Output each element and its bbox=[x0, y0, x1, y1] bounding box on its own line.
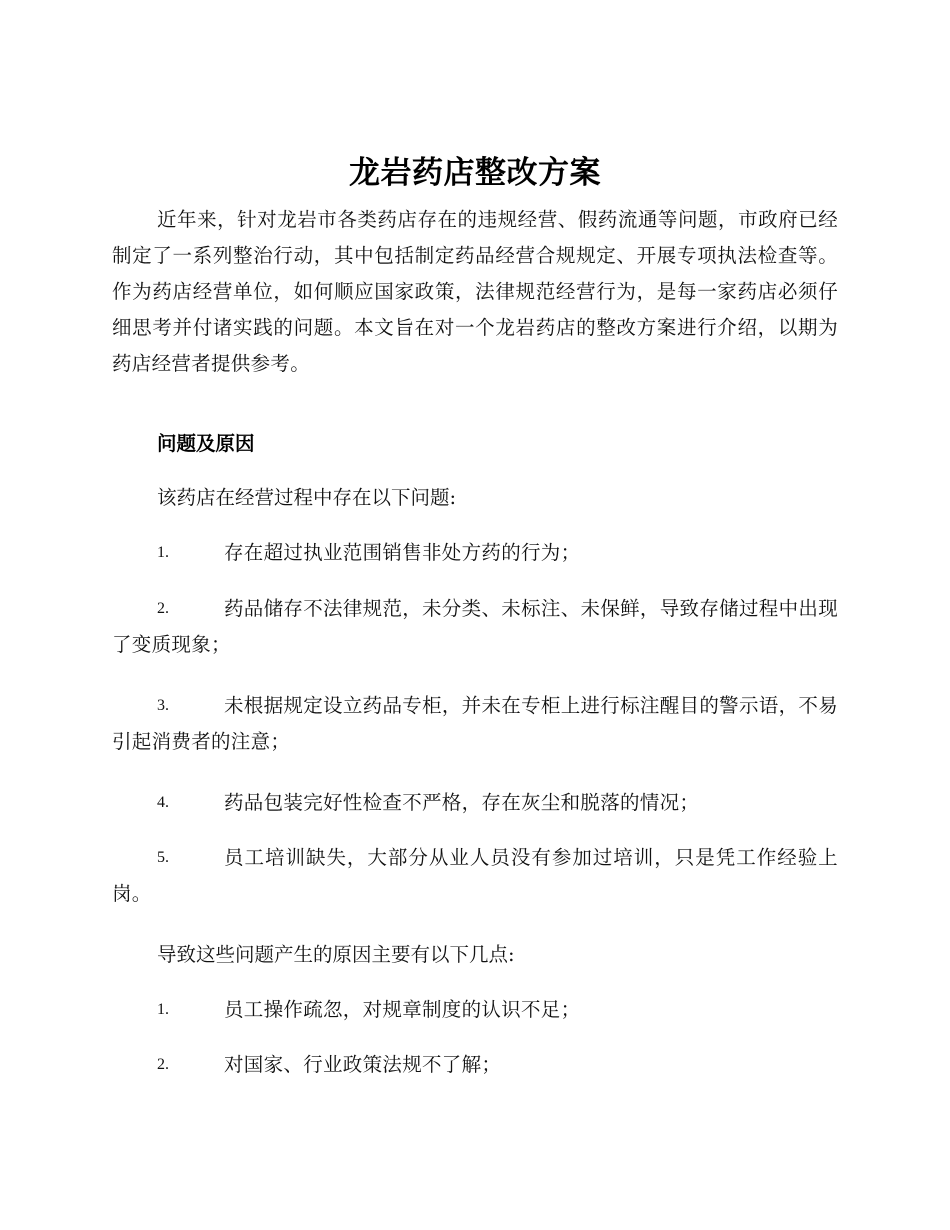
problems-lead: 该药店在经营过程中存在以下问题: bbox=[157, 486, 457, 509]
problem-item: 员工培训缺失，大部分从业人员没有参加过培训，只是凭工作经验上岗。 bbox=[112, 846, 838, 905]
intro-paragraph: 近年来，针对龙岩市各类药店存在的违规经营、假药流通等问题，市政府已经制定了一系列整治行动，其中包括制定药品经营合规规定、开展专项执法检查等。作为药店经营单位，如何顺应国家政策，法律规范经营行为，是每一家药店必须仔细思考并付诸实践的问题。本文旨在对一个龙岩药店的整改方案进行介绍，以期为药店经营者提供参考。 bbox=[112, 208, 838, 375]
cause-number: 1. bbox=[157, 1001, 169, 1018]
problem-number: 2. bbox=[157, 600, 169, 617]
problem-item: 药品包装完好性检查不严格，存在灰尘和脱落的情况； bbox=[224, 791, 700, 814]
causes-lead: 导致这些问题产生的原因主要有以下几点: bbox=[157, 943, 515, 966]
problem-number: 1. bbox=[157, 544, 169, 561]
cause-item: 对国家、行业政策法规不了解； bbox=[224, 1053, 502, 1076]
cause-number: 2. bbox=[157, 1056, 169, 1073]
problem-number: 3. bbox=[157, 697, 169, 714]
problem-item: 存在超过执业范围销售非处方药的行为； bbox=[224, 541, 581, 564]
problem-item: 药品储存不法律规范，未分类、未标注、未保鲜，导致存储过程中出现了变质现象； bbox=[112, 597, 838, 656]
problem-number: 5. bbox=[157, 849, 169, 866]
document-title: 龙岩药店整改方案 bbox=[349, 155, 601, 191]
cause-item: 员工操作疏忽，对规章制度的认识不足； bbox=[224, 998, 581, 1021]
section-heading: 问题及原因 bbox=[157, 432, 255, 455]
problem-item: 未根据规定设立药品专柜，并未在专柜上进行标注醒目的警示语，不易引起消费者的注意； bbox=[112, 694, 838, 753]
problem-number: 4. bbox=[157, 794, 169, 811]
